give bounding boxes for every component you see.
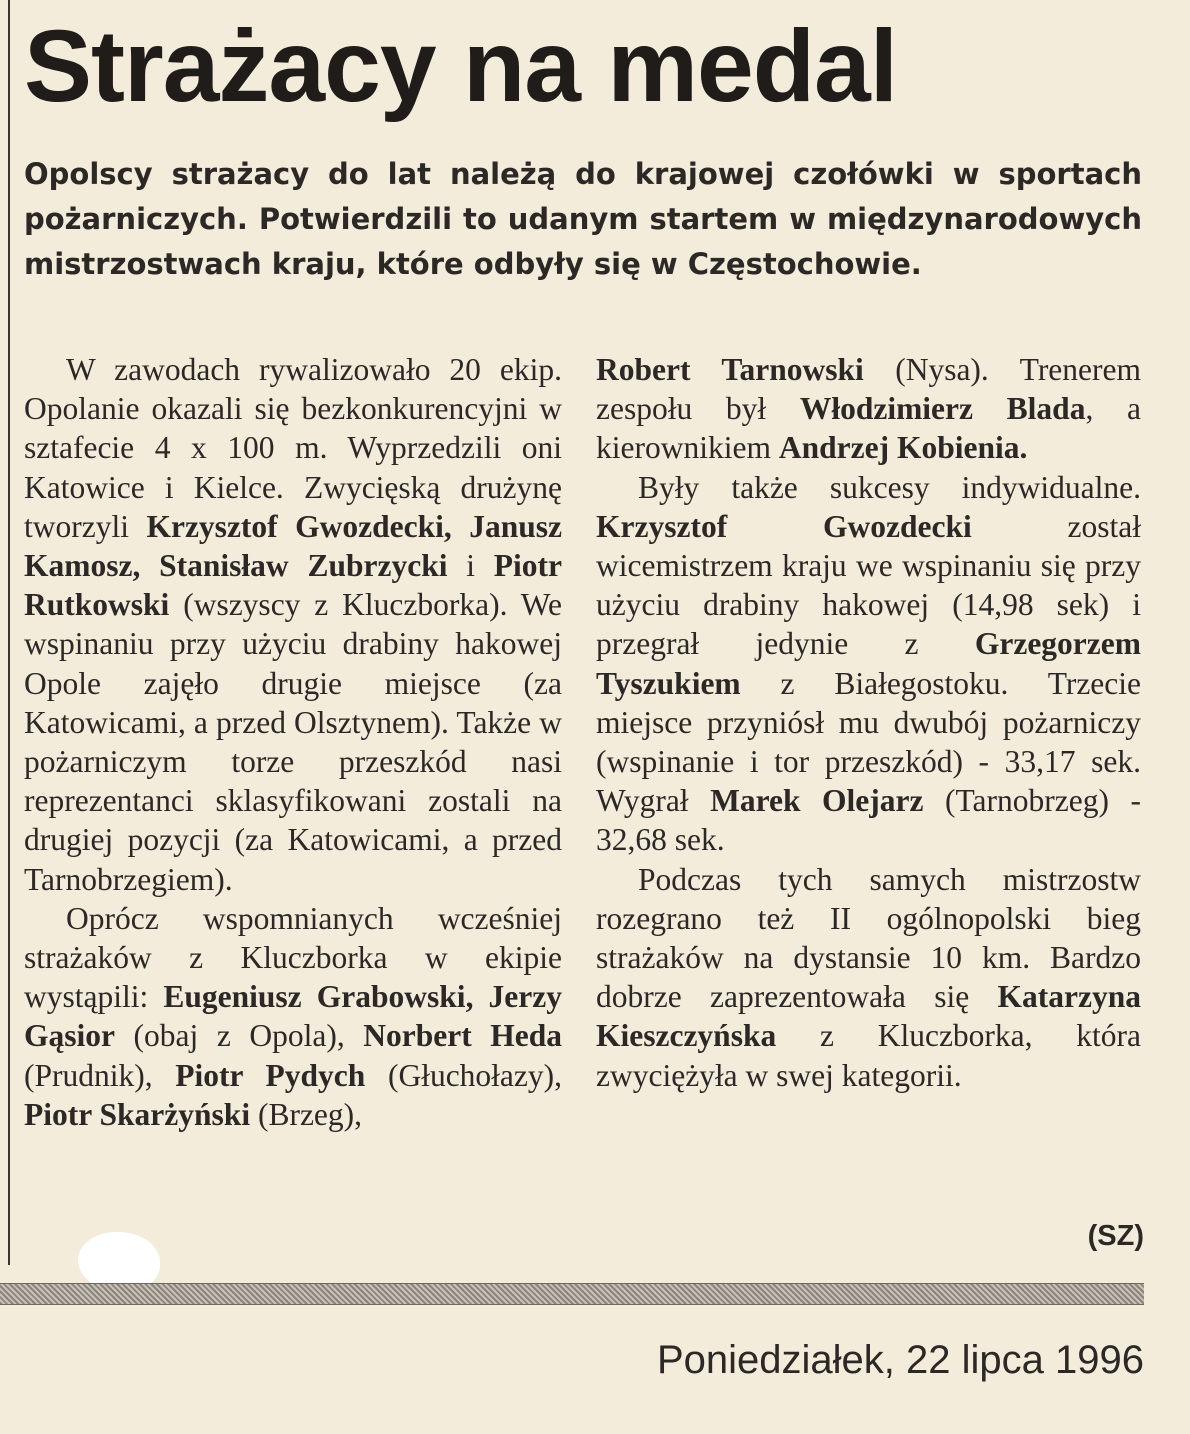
article-column-right [596,350,1141,1095]
name-bold: Piotr Rutkowski [24,548,562,623]
body-paragraph-2-continued: Robert Tarnowski (Nysa). Trenerem zespołu był Włodzimierz Blada, a kierownikiem Andrzej Kobienia. [596,352,1141,466]
name-bold: Norbert Heda [363,1018,562,1054]
name-bold: Katarzyna Kieszczyńska [596,979,1141,1054]
separator-bar [0,1283,1144,1305]
name-bold: Robert Tarnowski [596,352,864,387]
article-column-left [24,350,562,1134]
name-bold: Marek Olejarz [710,783,924,819]
headline: Strażacy na medal [24,9,898,123]
name-bold: Grzegorzem Tyszukiem [596,626,1141,701]
lead-paragraph: Opolscy strażacy do lat należą do krajowej czołówki w sportach pożarniczych. Potwierdzili to udanym startem w międzynarodowych mistrzostwach kraju, które odbyły się w Częstochowie. [24,157,1142,281]
dateline: Poniedziałek, 22 lipca 1996 [656,1338,1144,1382]
name-bold: Eugeniusz Grabowski, Jerzy Gąsior [24,979,563,1054]
name-bold: Włodzimierz Blada [799,391,1086,427]
author-signature: (SZ) [1087,1220,1144,1252]
body-paragraph-1: W zawodach rywalizowało 20 ekip. Opolanie okazali się bezkonkurencyjni w sztafecie 4 x 100 m. Wyprzedzili oni Katowice i Kielce. Zwycięską drużynę tworzyli Krzysztof Gwozdecki, Janusz Kamosz, Stanisław Zubrzycki i Piotr Rutkowski (wszyscy z Kluczborka). We wspinaniu przy użyciu drabiny hakowej Opole zajęło drugie miejsce (za Katowicami, a przed Olsztynem). Także w pożarniczym torze przeszkód nasi reprezentanci sklasyfikowani zostali na drugiej pozycji (za Katowicami, a przed Tarnobrzegiem). [24,352,562,897]
name-bold: Krzysztof Gwozdecki [596,508,972,544]
body-paragraph-4: Podczas tych samych mistrzostw rozegrano też II ogólnopolski bieg strażaków na dystansie 10 km. Bardzo dobrze zaprezentowała się Katarzyna Kieszczyńska z Kluczborka, która zwyciężyła w swej kategorii. [596,861,1141,1093]
column-rule [8,0,10,1265]
name-bold: Andrzej Kobienia. [778,430,1028,466]
name-bold: Piotr Skarżyński [24,1096,251,1132]
name-bold: Piotr Pydych [175,1057,366,1093]
body-paragraph-2: Oprócz wspomnianych wcześniej strażaków z Kluczborka w ekipie wystąpili: Eugeniusz Grabowski, Jerzy Gąsior (obaj z Opola), Norbert Heda (Prudnik), Piotr Pydych (Głuchołazy), Piotr Skarżyński (Brzeg), [24,900,563,1132]
name-bold: Krzysztof Gwozdecki, Janusz Kamosz, Stanisław Zubrzycki [24,508,562,584]
body-paragraph-3: Były także sukcesy indywidualne. Krzysztof Gwozdecki został wicemistrzem kraju we wspinaniu się przy użyciu drabiny hakowej (14,98 sek) i przegrał jedynie z Grzegorzem Tyszukiem z Białegostoku. Trzecie miejsce przyniósł mu dwubój pożarniczy (wspinanie i tor przeszkód) - 33,17 sek. Wygrał Marek Olejarz (Tarnobrzeg) - 32,68 sek. [596,469,1141,858]
